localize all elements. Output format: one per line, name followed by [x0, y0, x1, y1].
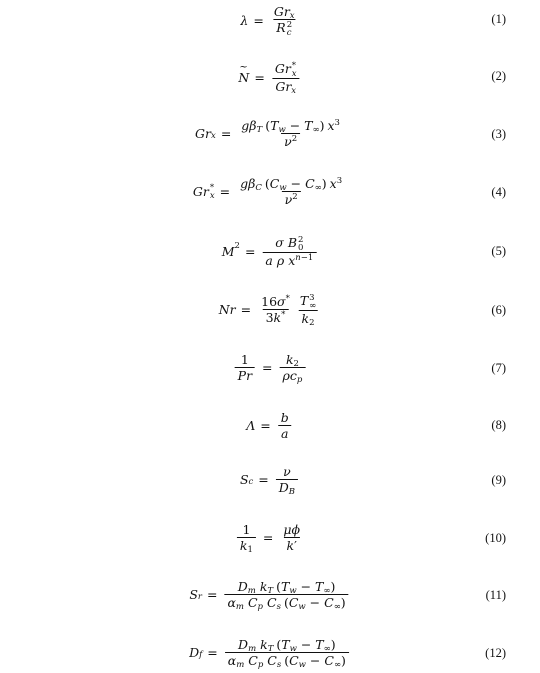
equation-5: M $^2$ = σ B 2 0 a ρ $x^{n-1}$: [222, 235, 319, 268]
equation-row-5: [0, 235, 540, 267]
equation-number: (4): [491, 185, 506, 199]
equation-12: D $_f$ = $\frac{D_m k_T (T_w - T_\infty)}{\alpha_m C_p C_s (C_w - C_\infty)}$: [189, 637, 351, 668]
equation-8: Λ = $\frac{b}{a}$: [246, 410, 294, 441]
equation-number: (3): [491, 127, 506, 141]
equation-row-9: [0, 464, 540, 496]
equation-row-4: [0, 176, 540, 208]
equation-row-2: [0, 60, 540, 96]
equation-number: (11): [485, 588, 506, 602]
equation-number: (1): [491, 12, 506, 26]
equation-number: (8): [491, 418, 506, 432]
equation-6: Nr = $\frac{16\sigma^*}{3k^*}$ T 3 ∞ $k_2$: [218, 292, 317, 328]
equation-row-12: [0, 637, 540, 669]
equation-number: (10): [485, 531, 506, 545]
equation-11: S $_r$ = $\frac{D_m k_T (T_w - T_\infty)}{\alpha_m C_p C_s (C_w - C_\infty)}$: [189, 579, 350, 610]
equation-number: (9): [491, 473, 506, 487]
equation-3: Gr $_x$ = $\frac{g\beta_T (T_w - T_\infty) x^3}{\nu^2}$: [195, 118, 340, 149]
equation-number: (6): [491, 303, 506, 317]
equation-row-10: [0, 522, 540, 554]
equation-row-1: [0, 4, 540, 38]
equation-row-11: [0, 579, 540, 611]
equation-1: λ = $Gr_x$ R 2 c: [240, 4, 295, 38]
equation-row-3: [0, 118, 540, 150]
equation-row-6: [0, 293, 540, 327]
equation-9: S $_c$ = $\frac{\nu}{D_B}$: [240, 464, 300, 495]
equation-2: N ~ = Gr * x $Gr_x$: [238, 61, 301, 94]
equation-number: (7): [491, 361, 506, 375]
equation-7: $\frac{1}{Pr}$ = $\frac{k_2}{\rho c_p}$: [233, 352, 308, 383]
equation-number: (2): [491, 69, 506, 83]
equation-4: Gr * x = $\frac{g\beta_C (C_w - C_\infty) x^3}{\nu^2}$: [192, 176, 343, 207]
equation-number: (5): [491, 244, 506, 258]
equation-row-8: [0, 410, 540, 440]
equation-row-7: [0, 352, 540, 384]
equation-10: $\frac{1}{k_1}$ = $\frac{\mu\phi}{k'}$: [235, 522, 305, 553]
equation-number: (12): [485, 646, 506, 660]
